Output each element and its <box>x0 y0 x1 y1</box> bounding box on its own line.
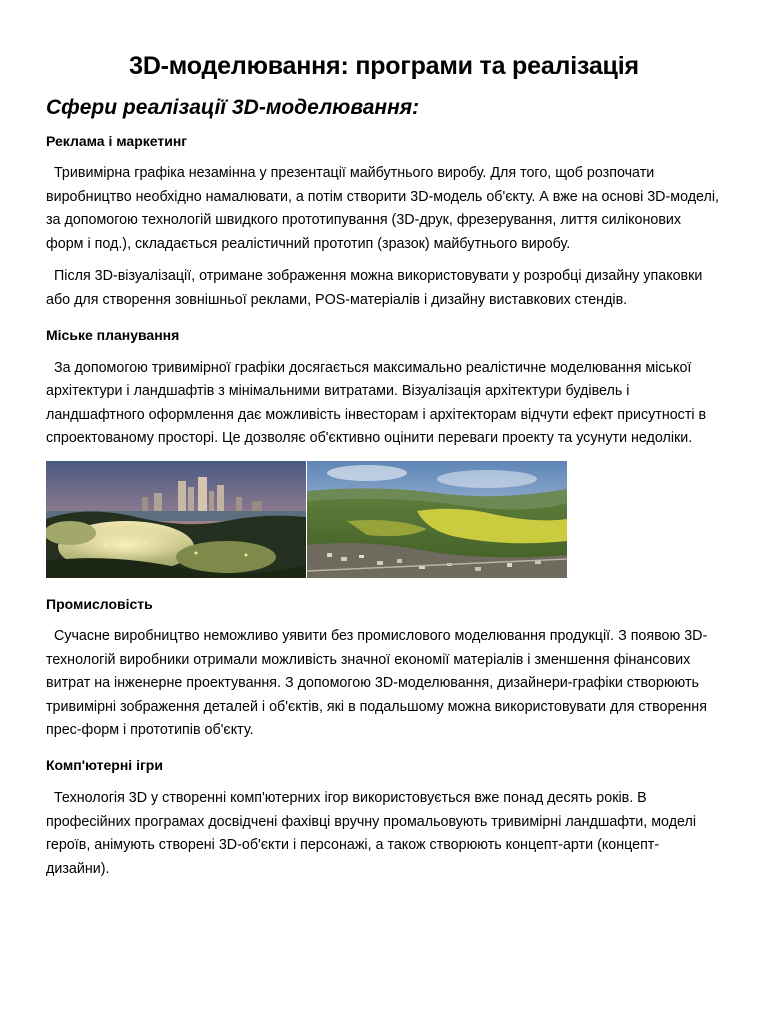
heading-advertising: Реклама і маркетинг <box>46 133 188 149</box>
paragraph-industry: Сучасне виробництво неможливо уявити без промислового моделювання продукції. З появою 3D-технологій виробники отримали можливість значної економії матеріалів і зменшення фінансових витрат на інженерне проектування. З допомогою 3D-моделювання, дизайнери-графіки створюють тривимірні зображення деталей і об'єктів, які в подальшому можна використовувати для створення прес-форм і прототипів об'єкту. <box>46 627 708 739</box>
illustration-row <box>46 461 722 578</box>
paragraph-city-planning: За допомогою тривимірної графіки досягається максимально реалістичне моделювання міської архітектури і ландшафтів з мінімальними витратами. Візуалізація архітектури будівель і ландшафтного оформлення дає можливість інвесторам і архітекторам відчути ефект присутності в спроектованому просторі. Це дозволяє об'єктивно оцінити переваги проекту та усунути недоліки. <box>46 359 707 447</box>
landscape-render-image <box>307 461 567 578</box>
paragraph-advertising-1: Тривимірна графіка незамінна у презентації майбутнього виробу. Для того, щоб розпочати виробництво необхідно намалювати, а потім створити 3D-модель об'єкту. А вже на основі 3D-моделі, за допомогою технологій швидкого прототипування (3D-друк, фрезерування, лиття силіконових форм і под.), складається реалістичний прототип (зразок) майбутнього виробу. <box>46 165 720 252</box>
heading-computer-games: Комп'ютерні ігри <box>46 756 163 773</box>
document-title: 3D-моделювання: програми та реалізація <box>129 52 639 80</box>
paragraph-computer-games: Технологія 3D у створенні комп'ютерних ігор використовується вже понад десять років. В професійних програмах досвідчені фахівці вручну промальовують тривимірні ландшафти, моделі героїв, анімують створені 3D-об'єкти і персонажі, а також створюють концепт-арти (концепт-дизайни). <box>46 789 697 877</box>
section-title: Сфери реалізації 3D-моделювання: <box>46 96 420 119</box>
city-render-image <box>46 461 306 578</box>
heading-industry: Промисловість <box>46 595 153 612</box>
paragraph-advertising-2: Після 3D-візуалізації, отримане зображення можна використовувати у розробці дизайну упаковки або для створення зовнішньої реклами, POS-матеріалів і дизайну виставкових стендів. <box>46 268 703 308</box>
heading-city-planning: Міське планування <box>46 326 180 343</box>
